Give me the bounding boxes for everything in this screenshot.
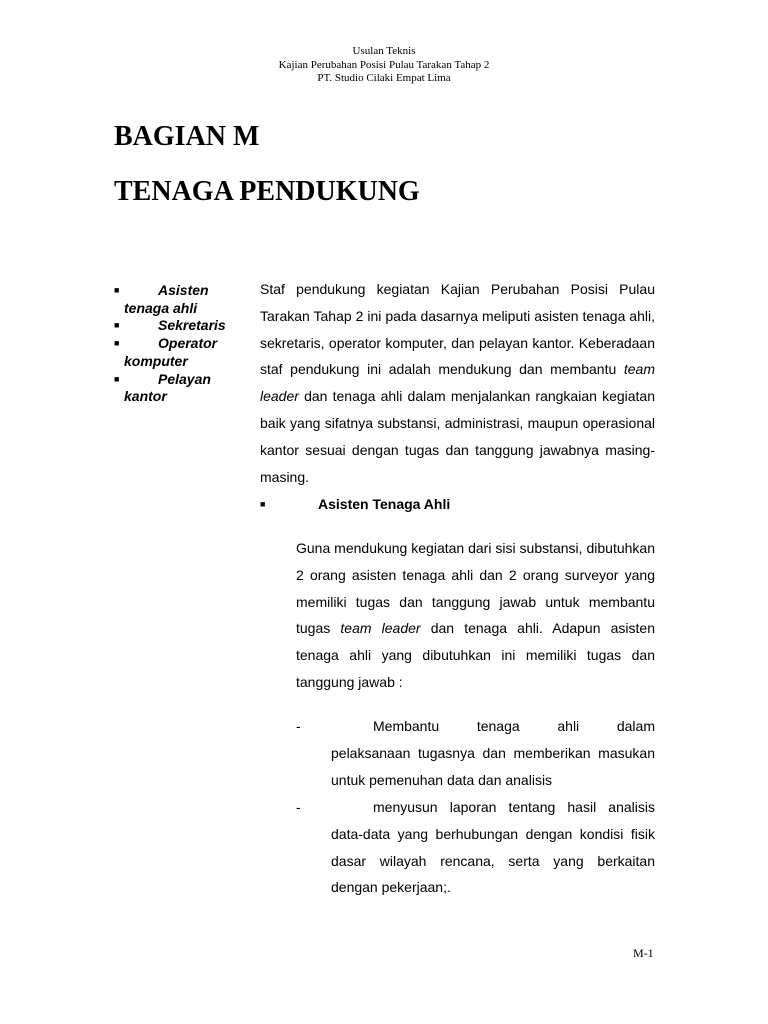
sidebar-item — [114, 335, 234, 370]
running-header — [0, 45, 768, 86]
chapter-subtitle: TENAGA PENDUKUNG — [114, 176, 420, 207]
duty-text-first: menyusun laporan tentang hasil analisis — [373, 799, 655, 815]
sidebar-item-label-cont: tenaga ahli — [124, 299, 198, 316]
section-paragraph — [296, 535, 655, 696]
sidebar-item — [114, 371, 234, 406]
sidebar-item-label-cont: komputer — [124, 352, 188, 369]
sidebar-item — [114, 317, 234, 335]
sidebar-item-label: Pelayan — [158, 370, 211, 387]
header-line-3: PT. Studio Cilaki Empat Lima — [317, 72, 451, 84]
sidebar-item-label: Sekretaris — [158, 317, 226, 334]
intro-text-2: dan tenaga ahli dalam menjalankan rangkaian kegiatan baik yang sifatnya substansi, administrasi, maupun operasional kantor sesuai dengan tugas dan tanggung jawabnya masing-masing. — [260, 388, 655, 485]
duty-list-item — [296, 713, 655, 793]
dash-bullet: - — [296, 799, 301, 815]
header-line-1: Usulan Teknis — [352, 45, 416, 57]
sidebar-item-label-cont: kantor — [124, 388, 167, 405]
section-italic: team leader — [340, 620, 421, 637]
section-heading-text: Asisten Tenaga Ahli — [318, 496, 451, 512]
page-number: M-1 — [633, 946, 654, 960]
square-bullet-icon: ■ — [114, 373, 120, 384]
intro-paragraph — [260, 276, 655, 490]
square-bullet-icon: ■ — [114, 320, 120, 331]
sidebar-item — [114, 282, 234, 317]
square-bullet-icon: ■ — [114, 338, 120, 349]
sidebar-list — [114, 282, 234, 406]
chapter-title: BAGIAN M — [114, 121, 260, 152]
section-text-2: dan tenaga ahli. Adapun asisten tenaga ahli yang dibutuhkan ini memiliki tugas dan tanggung jawab : — [296, 620, 655, 690]
duty-text-rest: data-data yang berhubungan dengan kondisi fisik dasar wilayah rencana, serta yang berkaitan dengan pekerjaan;. — [331, 825, 655, 896]
sidebar-item-label: Asisten — [158, 282, 209, 298]
intro-italic: team leader — [260, 361, 655, 405]
square-bullet-icon: ■ — [114, 285, 120, 295]
intro-text-1: Staf pendukung kegiatan Kajian Perubahan Posisi Pulau Tarakan Tahap 2 ini pada dasarnya meliputi asisten tenaga ahli, sekretaris, operator komputer, dan pelayan kantor. Keberadaan staf pendukung ini adalah mendukung dan membantu — [260, 281, 655, 378]
square-bullet-icon: ■ — [260, 499, 266, 509]
section-text-1: Guna mendukung kegiatan dari sisi substansi, dibutuhkan 2 orang asisten tenaga ahli dan 2 orang surveyor yang memiliki tugas dan tanggung jawab untuk membantu tugas — [296, 540, 655, 637]
duty-list-item — [296, 794, 655, 901]
dash-bullet: - — [296, 718, 301, 734]
header-line-2: Kajian Perubahan Posisi Pulau Tarakan Tahap 2 — [278, 58, 490, 71]
duty-text-rest: pelaksanaan tugasnya dan memberikan masukan untuk pemenuhan data dan analisis — [331, 744, 655, 788]
duty-text-first: Membantu tenaga ahli dalam — [373, 718, 655, 734]
sidebar-item-label: Operator — [158, 335, 218, 352]
